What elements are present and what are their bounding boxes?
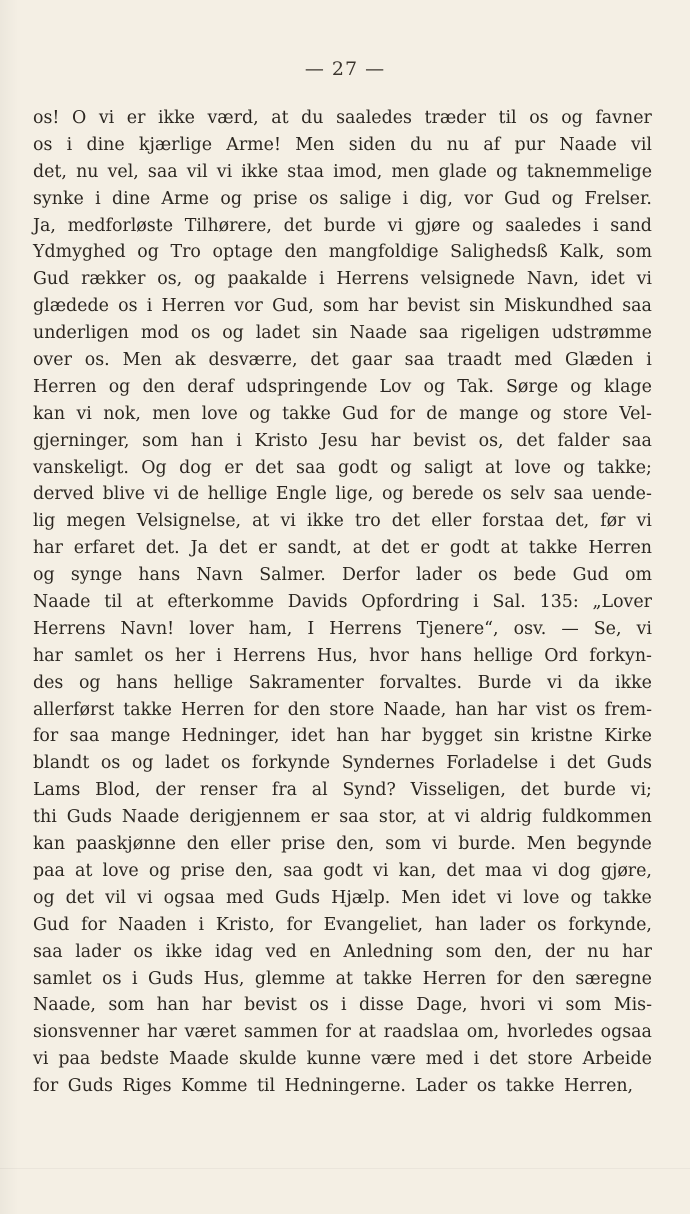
text-line: des og hans hellige Sakramenter forvaltes. Burde vi da ikke — [33, 672, 652, 693]
body-text — [33, 105, 652, 1100]
text-line: Herrens Navn! lover ham, I Herrens Tjenere“, osv. — Se, vi — [33, 618, 652, 639]
text-line: underligen mod os og ladet sin Naade saa rigeligen udstrømme — [33, 323, 652, 344]
text-line: thi Guds Naade derigjennem er saa stor, at vi aldrig fuldkommen — [33, 807, 652, 828]
text-line: vi paa bedste Maade skulde kunne være med i det store Arbeide — [33, 1049, 652, 1070]
text-line: kan paaskjønne den eller prise den, som vi burde. Men begynde — [33, 834, 652, 855]
text-line: for saa mange Hedninger, idet han har bygget sin kristne Kirke — [33, 726, 652, 747]
text-line: har erfaret det. Ja det er sandt, at det er godt at takke Herren — [33, 538, 652, 559]
page-edge-shadow — [0, 1168, 690, 1169]
text-line: over os. Men ak desværre, det gaar saa traadt med Glæden i — [33, 350, 652, 371]
text-line: derved blive vi de hellige Engle lige, og berede os selv saa uende- — [33, 484, 652, 505]
text-line: Herren og den deraf udspringende Lov og Tak. Sørge og klage — [33, 376, 652, 397]
text-line: vanskeligt. Og dog er det saa godt og saligt at love og takke; — [33, 457, 652, 478]
page-number: — 27 — — [304, 58, 386, 80]
text-line: og det vil vi ogsaa med Guds Hjælp. Men idet vi love og takke — [33, 887, 652, 908]
text-line: kan vi nok, men love og takke Gud for de mange og store Vel- — [33, 403, 652, 424]
text-line: synke i dine Arme og prise os salige i dig, vor Gud og Frelser. — [33, 188, 652, 209]
text-line: for Guds Riges Komme til Hedningerne. Lader os takke Herren, — [33, 1076, 634, 1097]
text-line: det, nu vel, saa vil vi ikke staa imod, men glade og taknemmelige — [33, 161, 652, 182]
text-line: Naade, som han har bevist os i disse Dage, hvori vi som Mis- — [33, 995, 652, 1016]
text-line: har samlet os her i Herrens Hus, hvor hans hellige Ord forkyn- — [33, 645, 652, 666]
text-line: blandt os og ladet os forkynde Syndernes Forladelse i det Guds — [33, 753, 652, 774]
text-line: Gud for Naaden i Kristo, for Evangeliet, han lader os forkynde, — [33, 914, 652, 935]
text-line: paa at love og prise den, saa godt vi kan, det maa vi dog gjøre, — [33, 860, 652, 881]
text-line: samlet os i Guds Hus, glemme at takke Herren for den særegne — [33, 968, 652, 989]
text-line: os! O vi er ikke værd, at du saaledes træder til os og favner — [33, 108, 652, 128]
text-line: sionsvenner har været sammen for at raadslaa om, hvorledes ogsaa — [33, 1022, 652, 1043]
text-line: saa lader os ikke idag ved en Anledning som den, der nu har — [33, 941, 652, 962]
text-line: Naade til at efterkomme Davids Opfordring i Sal. 135: „Lover — [33, 592, 652, 613]
text-line: glædede os i Herren vor Gud, som har bevist sin Miskundhed saa — [33, 296, 652, 317]
text-line: Ja, medforløste Tilhørere, det burde vi gjøre og saaledes i sand — [33, 215, 652, 236]
text-line: lig megen Velsignelse, at vi ikke tro det eller forstaa det, før vi — [33, 511, 652, 532]
text-line: Ydmyghed og Tro optage den mangfoldige Salighedsß Kalk, som — [33, 242, 652, 263]
text-line: gjerninger, som han i Kristo Jesu har bevist os, det falder saa — [33, 430, 652, 451]
text-line: og synge hans Navn Salmer. Derfor lader os bede Gud om — [33, 565, 652, 586]
text-line: allerførst takke Herren for den store Naade, han har vist os frem- — [33, 699, 652, 720]
text-line: Gud rækker os, og paakalde i Herrens velsignede Navn, idet vi — [33, 269, 652, 290]
text-line: Lams Blod, der renser fra al Synd? Visseligen, det burde vi; — [33, 780, 652, 801]
text-line: os i dine kjærlige Arme! Men siden du nu af pur Naade vil — [33, 134, 652, 155]
